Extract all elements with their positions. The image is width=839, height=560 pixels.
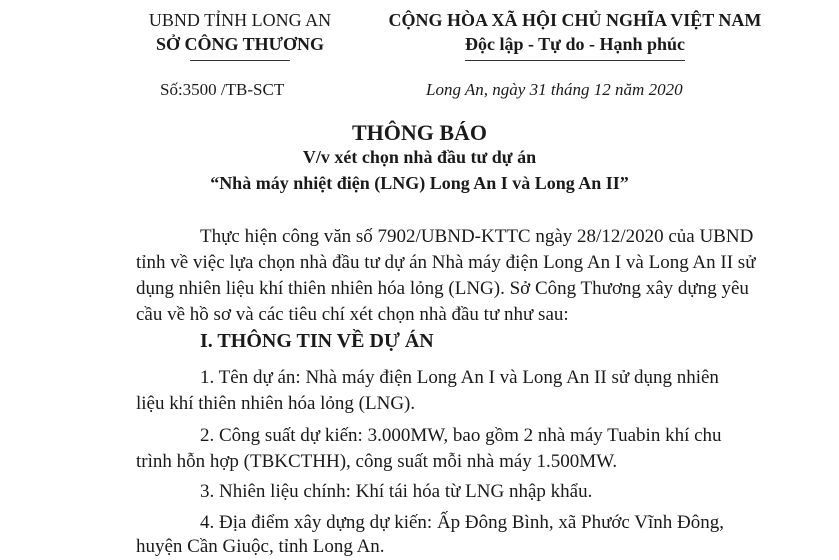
item-2-line-1: 2. Công suất dự kiến: 3.000MW, bao gồm 2 nhà máy Tuabin khí chu bbox=[200, 425, 722, 446]
national-motto: Độc lập - Tự do - Hạnh phúc bbox=[464, 34, 686, 54]
document-title: THÔNG BÁO bbox=[351, 120, 488, 145]
item-3-line-1: 3. Nhiên liệu chính: Khí tái hóa từ LNG nhập khẩu. bbox=[200, 481, 593, 502]
section-heading: I. THÔNG TIN VỀ DỰ ÁN bbox=[200, 330, 434, 352]
intro-line-2: tỉnh về việc lựa chọn nhà đầu tư dự án Nhà máy điện Long An I và Long An II sử bbox=[136, 252, 756, 273]
document-number: Số:3500 /TB-SCT bbox=[160, 80, 285, 99]
intro-line-4: cầu về hồ sơ và các tiêu chí xét chọn nhà đầu tư như sau: bbox=[136, 304, 569, 325]
motto-underline bbox=[465, 60, 685, 61]
place-date: Long An, ngày 31 tháng 12 năm 2020 bbox=[426, 80, 683, 99]
intro-line-3: dụng nhiên liệu khí thiên nhiên hóa lỏng (LNG). Sở Công Thương xây dựng yêu bbox=[136, 278, 749, 299]
item-1-line-1: 1. Tên dự án: Nhà máy điện Long An I và Long An II sử dụng nhiên bbox=[200, 367, 719, 388]
national-title: CỘNG HÒA XÃ HỘI CHỦ NGHĨA VIỆT NAM bbox=[388, 10, 762, 30]
item-1-line-2: liệu khí thiên nhiên hóa lỏng (LNG). bbox=[136, 393, 416, 414]
item-4-line-1: 4. Địa điểm xây dựng dự kiến: Ấp Đông Bình, xã Phước Vĩnh Đông, bbox=[200, 512, 724, 533]
subject-line-2: “Nhà máy nhiệt điện (LNG) Long An I và Long An II” bbox=[210, 173, 629, 193]
agency-parent: UBND TỈNH LONG AN bbox=[148, 10, 332, 30]
intro-line-1: Thực hiện công văn số 7902/UBND-KTTC ngày 28/12/2020 của UBND bbox=[200, 226, 754, 247]
agency-name: SỞ CÔNG THƯƠNG bbox=[155, 34, 325, 54]
subject-line-1: V/v xét chọn nhà đầu tư dự án bbox=[302, 147, 537, 167]
item-2-line-2: trình hỗn hợp (TBKCTHH), công suất mỗi nhà máy 1.500MW. bbox=[136, 451, 618, 472]
item-4-line-2: huyện Cần Giuộc, tỉnh Long An. bbox=[136, 536, 385, 557]
agency-underline bbox=[190, 60, 290, 61]
